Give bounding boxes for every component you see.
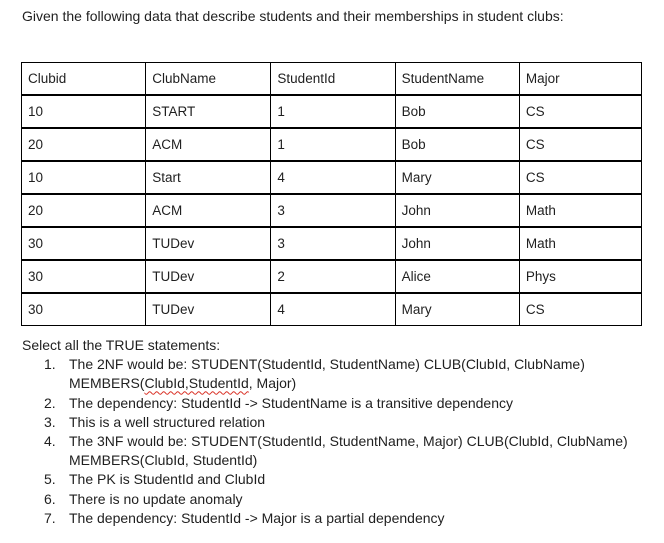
table-row <box>22 294 642 326</box>
cell-clubid: 30 <box>22 294 146 326</box>
statement-1-text: The 2NF would be: STUDENT(StudentId, StudentName) CLUB(ClubId, ClubName) MEMBERS( <box>69 356 585 392</box>
header-clubname: ClubName <box>146 63 271 95</box>
cell-studentname: Bob <box>395 129 519 161</box>
statement-2: The dependency: StudentId -> StudentName is a transitive dependency <box>69 394 514 411</box>
cell-major: CS <box>519 294 641 326</box>
statement-4: The 3NF would be: STUDENT(StudentId, StudentName, Major) CLUB(ClubId, ClubName) MEMBERS(ClubId, StudentId) <box>69 433 628 469</box>
cell-major: CS <box>519 96 641 128</box>
cell-studentname: Bob <box>395 96 519 128</box>
cell-clubid: 10 <box>22 96 146 128</box>
table-row <box>22 195 642 227</box>
statement-3: This is a well structured relation <box>69 413 266 430</box>
table-row <box>22 261 642 293</box>
cell-studentid: 1 <box>271 129 395 161</box>
cell-clubname: TUDev <box>146 261 271 293</box>
cell-studentname: Mary <box>395 294 519 326</box>
table-row <box>22 162 642 194</box>
header-studentid: StudentId <box>271 63 395 95</box>
header-clubid: Clubid <box>22 63 146 95</box>
table-row <box>22 129 642 161</box>
cell-clubname: ACM <box>146 195 271 227</box>
cell-clubid: 30 <box>22 228 146 260</box>
statement-1 <box>69 355 629 393</box>
cell-clubid: 20 <box>22 195 146 227</box>
table-row <box>22 228 642 260</box>
cell-studentid: 4 <box>271 294 395 326</box>
statement-7: The dependency: StudentId -> Major is a partial dependency <box>69 509 445 526</box>
cell-studentname: Alice <box>395 261 519 293</box>
spellcheck-flagged-text: ClubId,StudentId <box>144 375 249 392</box>
question-title: Select all the TRUE statements: <box>22 337 221 353</box>
cell-clubname: TUDev <box>146 228 271 260</box>
cell-studentname: John <box>395 195 519 227</box>
club-membership-table <box>21 62 642 326</box>
header-studentname: StudentName <box>395 63 519 95</box>
cell-clubid: 10 <box>22 162 146 194</box>
intro-text: Given the following data that describe students and their memberships in student clubs: <box>22 8 564 24</box>
cell-studentid: 3 <box>271 228 395 260</box>
cell-major: CS <box>519 129 641 161</box>
cell-major: Math <box>519 195 641 227</box>
cell-clubid: 30 <box>22 261 146 293</box>
cell-clubname: START <box>146 96 271 128</box>
statement-list <box>22 355 629 528</box>
cell-clubname: TUDev <box>146 294 271 326</box>
cell-clubid: 20 <box>22 129 146 161</box>
cell-clubname: Start <box>146 162 271 194</box>
statement-6: There is no update anomaly <box>69 490 243 507</box>
cell-studentname: Mary <box>395 162 519 194</box>
cell-studentid: 1 <box>271 96 395 128</box>
cell-major: Math <box>519 228 641 260</box>
cell-studentid: 4 <box>271 162 395 194</box>
statement-1-text-end: , Major) <box>248 375 297 392</box>
table-header-row <box>22 63 642 95</box>
cell-studentid: 3 <box>271 195 395 227</box>
cell-studentname: John <box>395 228 519 260</box>
table-row <box>22 96 642 128</box>
cell-major: Phys <box>519 261 641 293</box>
header-major: Major <box>519 63 641 95</box>
cell-major: CS <box>519 162 641 194</box>
cell-studentid: 2 <box>271 261 395 293</box>
question-block <box>22 336 629 528</box>
statement-5: The PK is StudentId and ClubId <box>69 471 266 488</box>
cell-clubname: ACM <box>146 129 271 161</box>
